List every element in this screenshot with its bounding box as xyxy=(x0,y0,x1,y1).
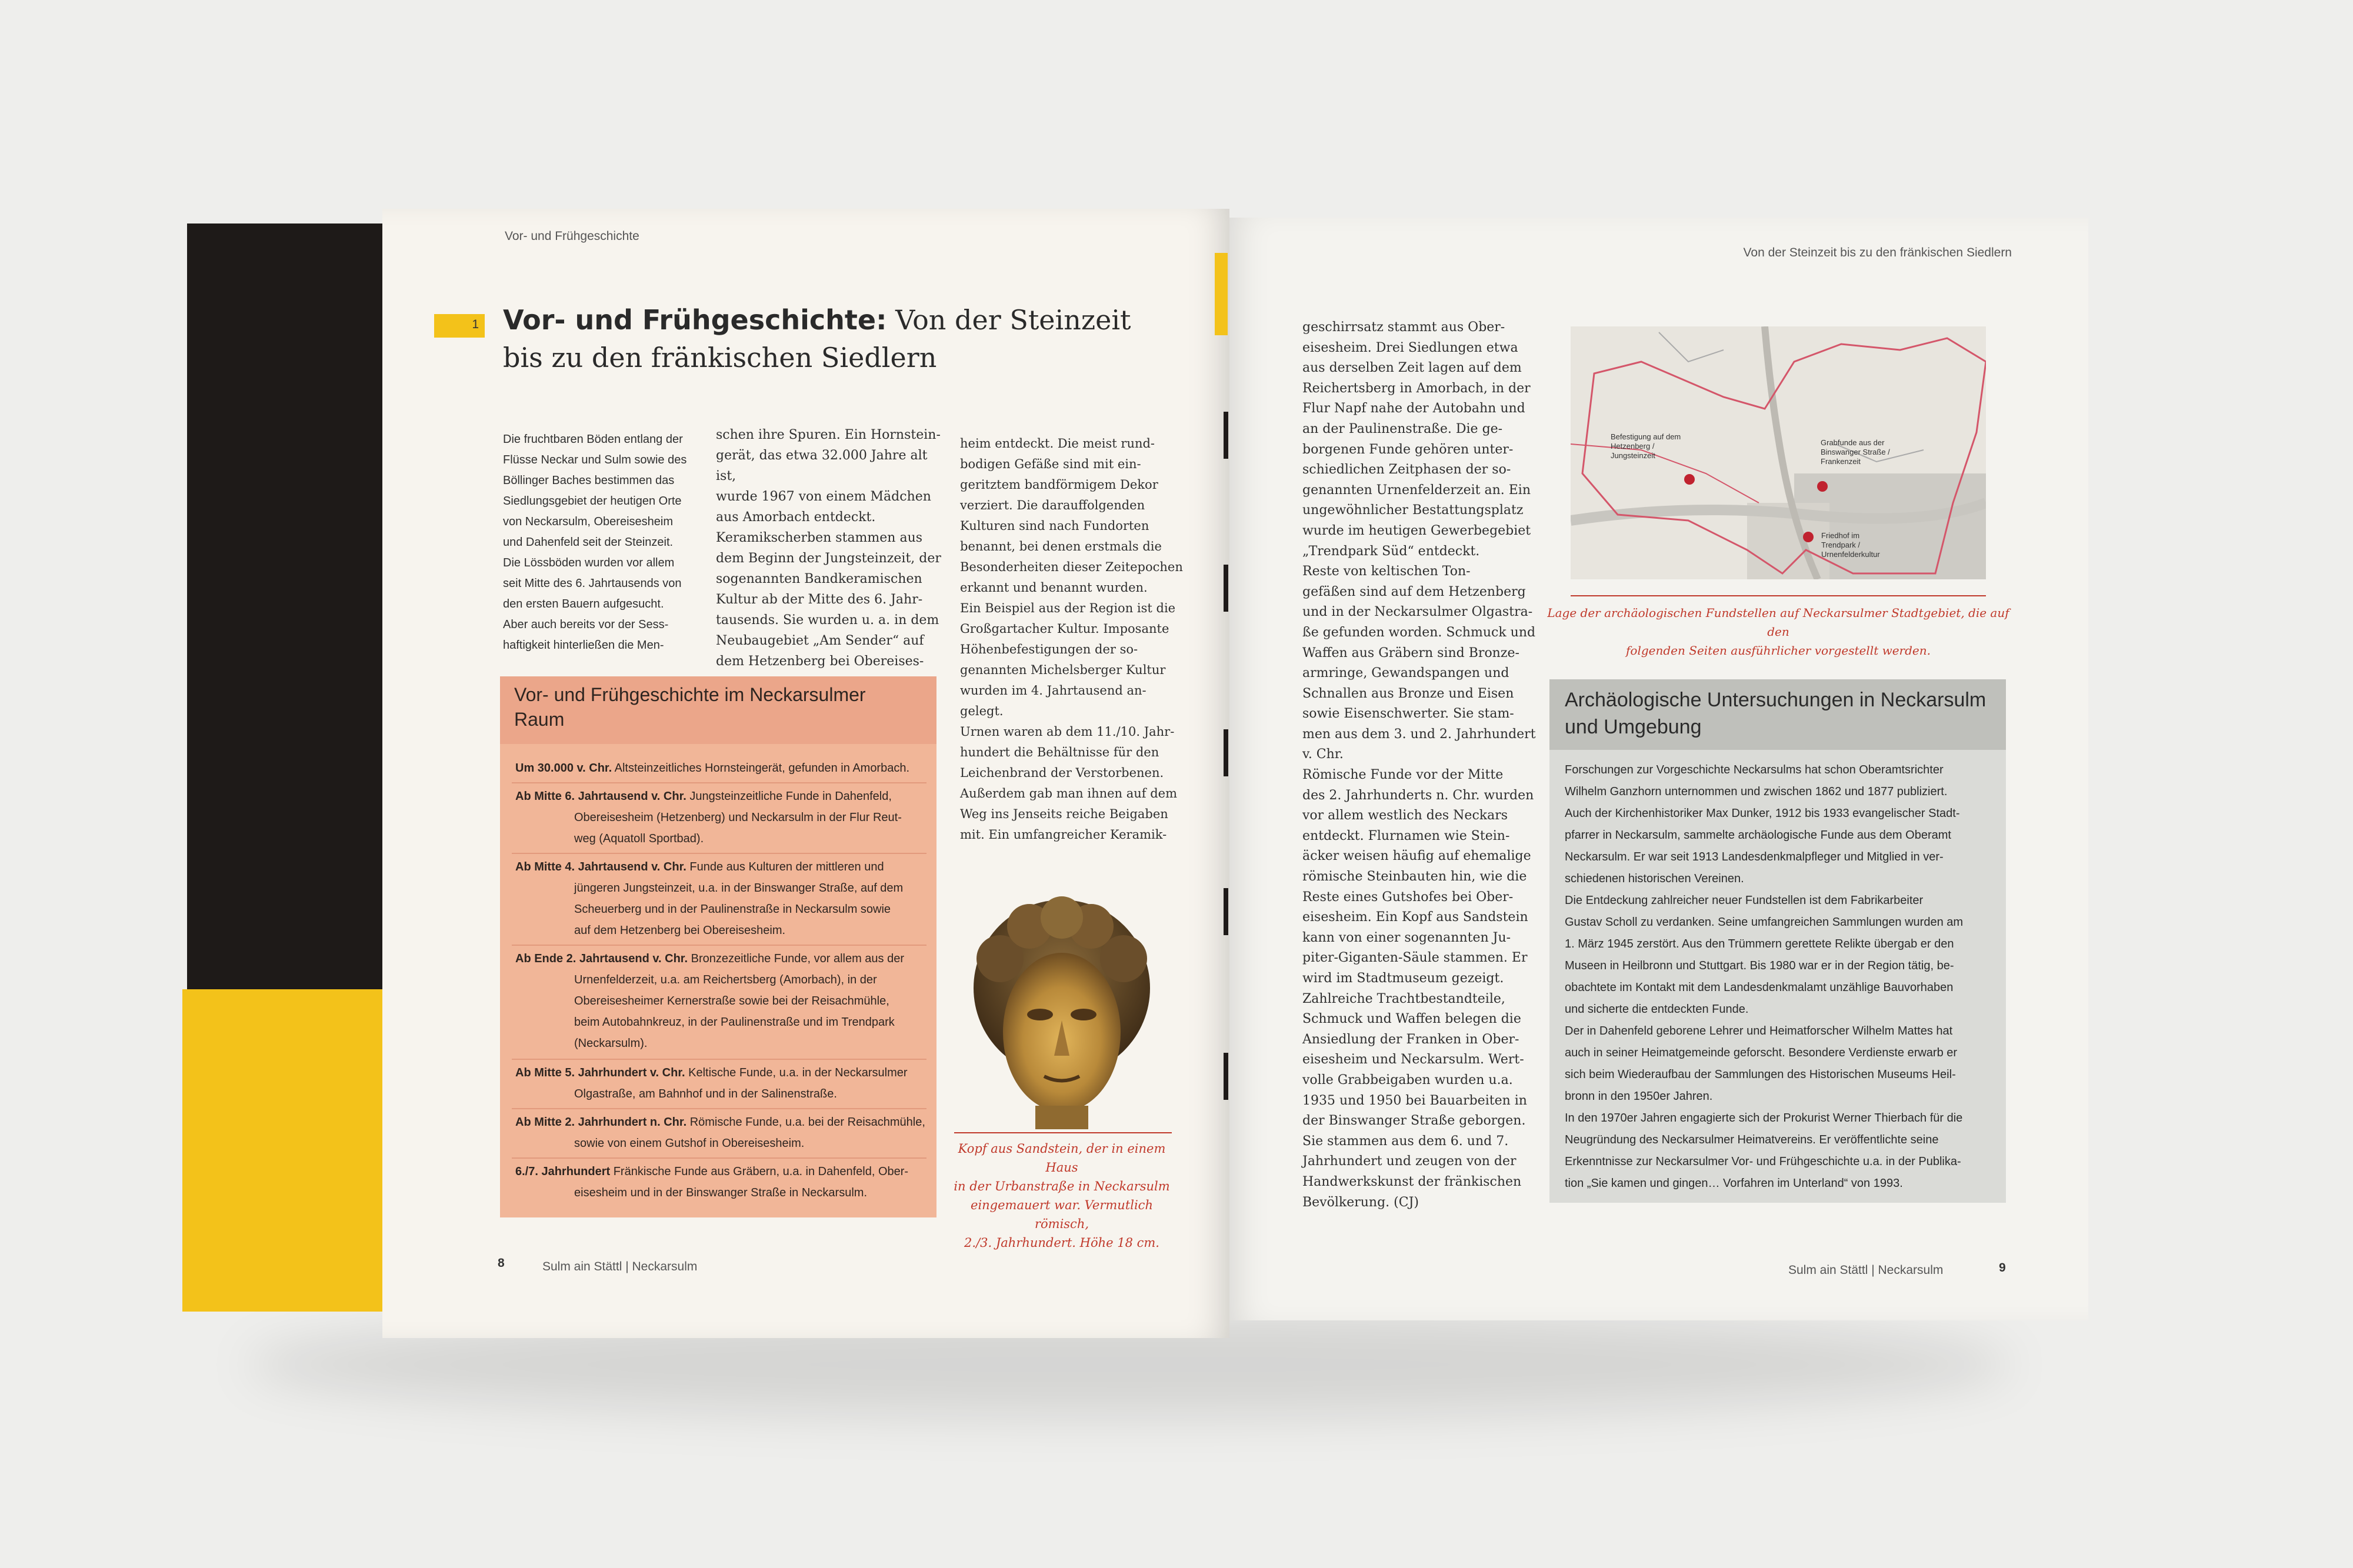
timeline-text-continued: Olgastraße, am Bahnhof und in der Salinenstraße. xyxy=(574,1087,837,1100)
map-label-trendpark: Friedhof im Trendpark / Urnenfelderkultur xyxy=(1821,531,1880,559)
left-page-number: 8 xyxy=(498,1256,505,1270)
timeline-entry xyxy=(515,786,927,849)
book-cover-black-spine xyxy=(187,223,390,991)
edge-mark xyxy=(1224,412,1228,459)
timeline-text: Keltische Funde, u.a. in der Neckarsulmer xyxy=(688,1066,908,1079)
timeline-date: Ab Ende 2. Jahrtausend v. Chr. xyxy=(515,952,688,965)
info-box-header xyxy=(1549,679,2006,750)
timeline-text: Altsteinzeitliches Hornsteingerät, gefunden in Amorbach. xyxy=(614,762,910,775)
map-caption-rule xyxy=(1571,595,1986,596)
chapter-number: 1 xyxy=(472,318,479,331)
right-footer: Sulm ain Stättl | Neckarsulm xyxy=(1788,1263,1944,1277)
timeline-text-continued: Obereisesheim (Hetzenberg) und Neckarsulm in der Flur Reut- weg (Aquatoll Sportbad). xyxy=(574,811,902,845)
timeline-entry xyxy=(515,948,927,1054)
timeline-divider xyxy=(512,1157,926,1159)
info-box xyxy=(1549,679,2006,1203)
timeline-entry xyxy=(515,856,927,941)
page-title-bold: Vor- und Frühgeschichte: xyxy=(503,304,887,336)
timeline-box-title: Vor- und Frühgeschichte im Neckarsulmer Raum xyxy=(514,684,866,730)
timeline-date: Ab Mitte 4. Jahrtausend v. Chr. xyxy=(515,860,686,873)
chapter-number-tab xyxy=(434,314,485,338)
map-label-binswanger: Grabfunde aus der Binswanger Straße / Frankenzeit xyxy=(1821,438,1890,466)
sandstone-head-image xyxy=(965,894,1159,1129)
edge-mark xyxy=(1224,1053,1228,1100)
timeline-date: Ab Mitte 2. Jahrhundert n. Chr. xyxy=(515,1116,687,1129)
timeline-text: Fränkische Funde aus Gräbern, u.a. in Dahenfeld, Ober- xyxy=(613,1165,909,1178)
timeline-box-header xyxy=(500,676,936,744)
left-text-column-2: schen ihre Spuren. Ein Hornstein- gerät, das etwa 32.000 Jahre alt ist, wurde 1967 von einem Mädchen aus Amorbach entdeckt. Keramikscherben stammen aus dem Beginn der Jungsteinzeit, der sogenannten Bandkeramischen Kultur ab der Mitte des 6. Jahr- tausends. Sie wurden u. a. in dem Neubaugebiet „Am Sender“ auf dem Hetzenberg bei Obereises- xyxy=(716,428,941,669)
page-title xyxy=(503,301,1150,376)
timeline-divider xyxy=(512,1059,926,1060)
map-caption: Lage der archäologischen Fundstellen auf Neckarsulmer Stadtgebiet, die auf den folgenden Seiten ausführlicher vorgestellt werden. xyxy=(1547,606,2009,658)
info-box-text: Forschungen zur Vorgeschichte Neckarsulms hat schon Oberamtsrichter Wilhelm Ganzhorn unternommen und zwischen 1862 und 1877 publiziert. Auch der Kirchenhistoriker Max Dunker, 1912 bis 1933 evangelischer Stadt- pfarrer in Neckarsulm, sammelte archäologische Funde aus dem Oberamt Neckarsulm. Er war seit 1913 Landesdenkmalpfleger und Mitglied in ver- schiedenen historischen Vereinen. Die Entdeckung zahlreicher neuer Fundstellen ist dem Fabrikarbeiter Gustav Scholl zu verdanken. Seine umfangreichen Sammlungen wurden am 1. März 1945 zerstört. Aus den Trümmern gerettete Relikte übergab er den Museen in Heilbronn und Stuttgart. Bis 1980 war er in der Region tätig, be- obachtete im Kontakt mit dem Landesdenkmalamt unzählige Bauvorhaben und sicherte die entdeckten Funde. Der in Dahenfeld geborene Lehrer und Heimatforscher Wilhelm Mattes hat auch in seiner Heimatgemeinde geforscht. Besondere Verdienste erwarb er sich beim Wiederaufbau der Sammlungen des Historischen Museums Heil- bronn in den 1950er Jahren. In den 1970er Jahren engagierte sich der Prokurist Werner Thierbach für die Neugründung des Neckarsulmer Heimatvereins. Er veröffentlichte seine Erkenntnisse zur Neckarsulmer Vor- und Frühgeschichte u.a. in der Publika- tion „Sie kamen und gingen… Vorfahren im Unterland“ von 1993. xyxy=(1565,763,1964,1190)
caption-rule xyxy=(954,1132,1172,1133)
timeline-text-continued: jüngeren Jungsteinzeit, u.a. in der Binswanger Straße, auf dem Scheuerberg und in der Paulinenstraße in Neckarsulm sowie auf dem Hetzenberg bei Obereisesheim. xyxy=(574,882,904,937)
timeline-text: Römische Funde, u.a. bei der Reisachmühle, xyxy=(689,1116,925,1129)
book-cover-yellow-band xyxy=(182,989,415,1312)
site-map xyxy=(1571,326,1986,579)
sandstone-head-photo xyxy=(965,894,1159,1129)
timeline-date: Ab Mitte 5. Jahrhundert v. Chr. xyxy=(515,1066,685,1079)
left-text-column-3: heim entdeckt. Die meist rund- bodigen Gefäße sind mit ein- geritztem bandförmigem Dekor verziert. Die darauffolgenden Kulturen sind nach Fundorten benannt, bei denen erstmals die Besonderheiten dieser Zeitepochen erkannt und benannt wurden. Ein Beispiel aus der Region ist die Großgartacher Kultur. Imposante Höhenbefestigungen der so- genannten Michelsberger Kultur wurden im 4. Jahrtausend an- gelegt. Urnen waren ab dem 11./10. Jahr- hundert die Behältnisse für den Leichenbrand der Verstorbenen. Außerdem gab man ihnen auf dem Weg ins Jenseits reiche Beigaben mit. Ein umfangreicher Keramik- xyxy=(960,436,1183,842)
edge-tab-yellow xyxy=(1215,253,1228,335)
timeline-divider xyxy=(512,945,926,946)
timeline-text-continued: Urnenfelderzeit, u.a. am Reichertsberg (Amorbach), in der Obereisesheimer Kernerstraße sowie bei der Reisachmühle, beim Autobahnkreuz, in der Paulinenstraße und im Trendpark (Neckarsulm). xyxy=(574,973,895,1050)
right-page-number: 9 xyxy=(1999,1261,2006,1275)
timeline-entry xyxy=(515,1161,927,1203)
timeline-divider xyxy=(512,782,926,783)
timeline-text: Funde aus Kulturen der mittleren und xyxy=(689,860,884,873)
right-running-head: Von der Steinzeit bis zu den fränkischen Siedlern xyxy=(1743,246,2012,259)
timeline-entry xyxy=(515,1062,927,1105)
edge-mark xyxy=(1224,729,1228,776)
timeline-date: 6./7. Jahrhundert xyxy=(515,1165,611,1178)
map-label-hetzenberg: Befestigung auf dem Hetzenberg / Jungsteinzeit xyxy=(1611,432,1681,460)
edge-mark xyxy=(1224,888,1228,935)
page-title-rest: Von der Steinzeit bis zu den fränkischen Siedlern xyxy=(503,304,1131,373)
timeline-text: Bronzezeitliche Funde, vor allem aus der xyxy=(691,952,905,965)
timeline-text-continued: sowie von einem Gutshof in Obereisesheim. xyxy=(574,1137,805,1150)
edge-mark xyxy=(1224,565,1228,612)
info-box-title: Archäologische Untersuchungen in Neckarsulm und Umgebung xyxy=(1565,689,1987,738)
left-footer: Sulm ain Stättl | Neckarsulm xyxy=(542,1260,698,1273)
timeline-entry xyxy=(515,758,927,779)
right-text-column-1: geschirrsatz stammt aus Ober- eisesheim. Drei Siedlungen etwa aus derselben Zeit lagen auf dem Reichertsberg in Amorbach, in der Flur Napf nahe der Autobahn und an der Paulinenstraße. Die ge- borgenen Funde gehören unter- schiedlichen Zeitphasen der so- genannten Urnenfelderzeit an. Ein ungewöhnlicher Bestattungsplatz wurde im heutigen Gewerbegebiet „Trendpark Süd“ entdeckt. Reste von keltischen Ton- gefäßen sind auf dem Hetzenberg und in der Neckarsulmer Olgastra- ße gefunden worden. Schmuck und Waffen aus Gräbern sind Bronze- armringe, Gewandspangen und Schnallen aus Bronze und Eisen sowie Eisenschwerter. Sie stam- men aus dem 3. und 2. Jahrhundert v. Chr. Römische Funde vor der Mitte des 2. Jahrhunderts n. Chr. wurden vor allem westlich des Neckars entdeckt. Flurnamen wie Stein- äcker weisen häufig auf ehemalige römische Steinbauten hin, wie die Reste eines Gutshofes bei Ober- eisesheim. Ein Kopf aus Sandstein kann von einer sogenannten Ju- piter-Giganten-Säule stammen. Er wird im Stadtmuseum gezeigt. Zahlreiche Trachtbestandteile, Schmuck und Waffen belegen die Ansiedlung der Franken in Ober- eisesheim und Neckarsulm. Wert- volle Grabbeigaben wurden u.a. 1935 und 1950 bei Bauarbeiten in der Binswanger Straße geborgen. Sie stammen aus dem 6. und 7. Jahrhundert und zeugen von der Handwerkskunst der fränkischen Bevölkerung. (CJ) xyxy=(1302,320,1536,1210)
timeline-date: Ab Mitte 6. Jahrtausend v. Chr. xyxy=(515,790,686,803)
left-running-head: Vor- und Frühgeschichte xyxy=(505,229,639,243)
timeline-text: Jungsteinzeitliche Funde in Dahenfeld, xyxy=(689,790,892,803)
timeline-date: Um 30.000 v. Chr. xyxy=(515,762,612,775)
timeline-divider xyxy=(512,1108,926,1109)
photo-caption: Kopf aus Sandstein, der in einem Haus in der Urbanstraße in Neckarsulm eingemauert war. Vermutlich römisch, 2./3. Jahrhundert. Höhe 18 cm. xyxy=(954,1142,1170,1250)
left-text-column-1: Die fruchtbaren Böden entlang der Flüsse Neckar und Sulm sowie des Böllinger Baches bestimmen das Siedlungsgebiet der heutigen Orte von Neckarsulm, Obereisesheim und Dahenfeld seit der Steinzeit. Die Lössböden wurden vor allem seit Mitte des 6. Jahrtausends von den ersten Bauern aufgesucht. Aber auch bereits vor der Sess- haftigkeit hinterließen die Men- xyxy=(503,433,687,652)
timeline-text-continued: eisesheim und in der Binswanger Straße in Neckarsulm. xyxy=(574,1186,867,1199)
timeline-divider xyxy=(512,853,926,854)
timeline-entry xyxy=(515,1112,927,1154)
timeline-box xyxy=(500,676,936,1217)
